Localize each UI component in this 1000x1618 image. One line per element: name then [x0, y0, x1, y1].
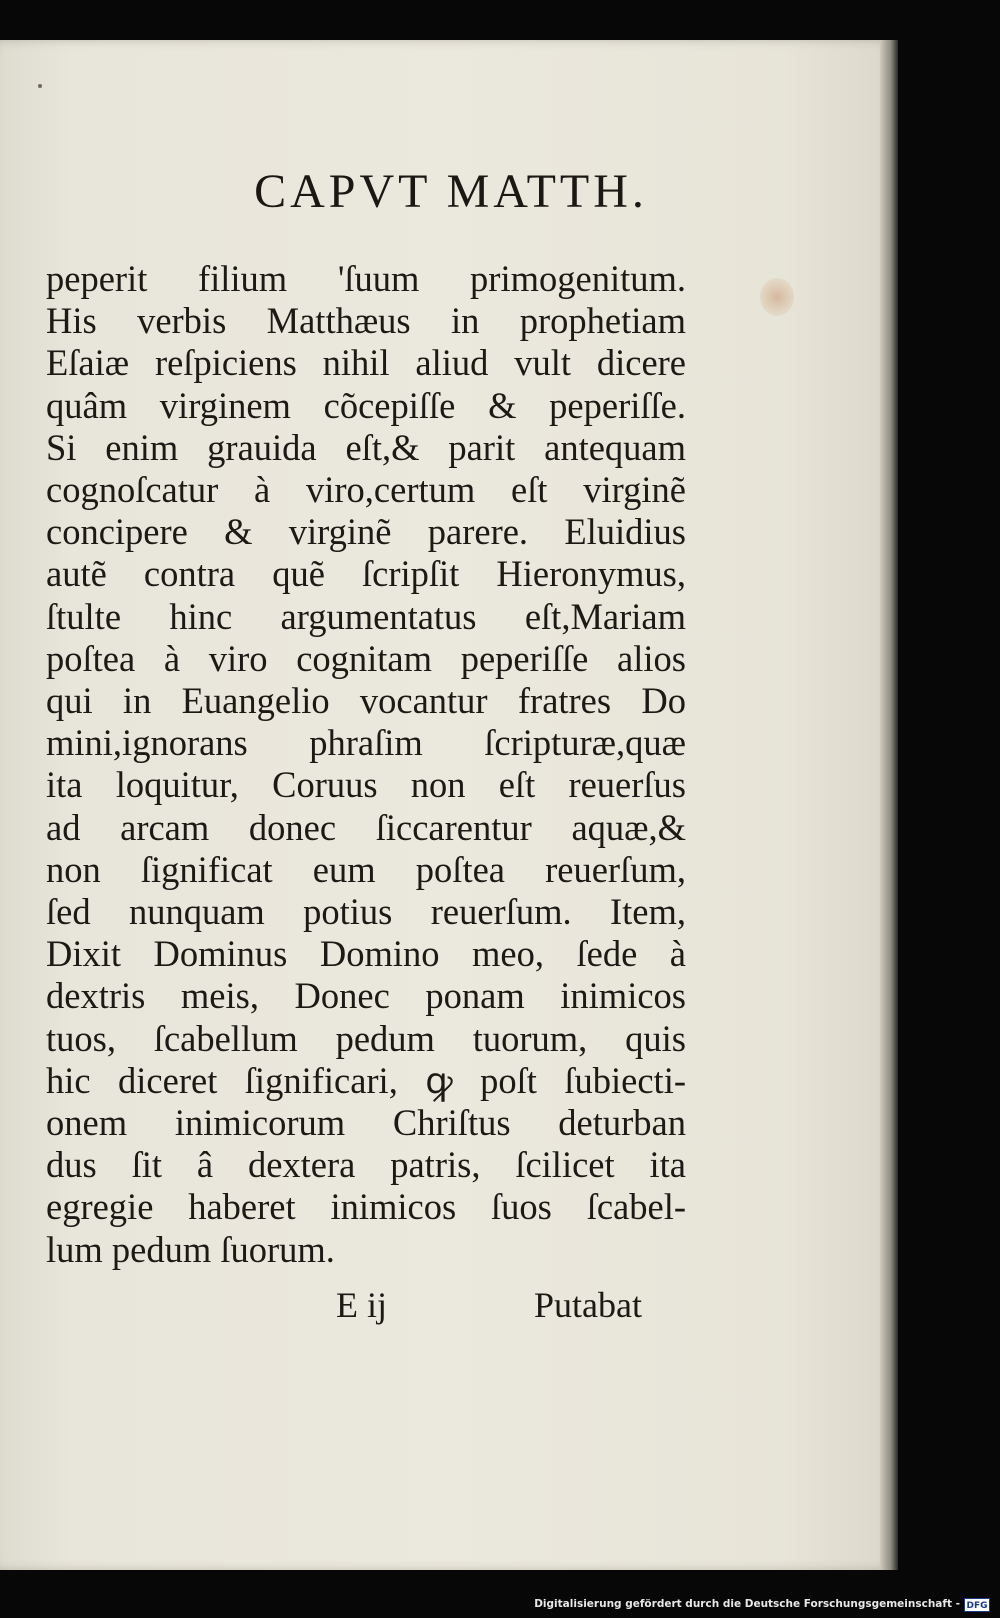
- text-line: poſtea à viro cognitam peperiſſe alios: [46, 637, 686, 679]
- running-head: CAPVT MATTH.: [254, 165, 648, 218]
- text-line: ad arcam donec ſiccarentur aquæ,&: [46, 806, 686, 848]
- text-line: ſtulte hinc argumentatus eſt,Mariam: [46, 595, 686, 637]
- ink-stain: [760, 278, 794, 316]
- text-line: quâm virginem cõcepiſſe & peperiſſe.: [46, 384, 686, 426]
- text-line: autẽ contra quẽ ſcripſit Hieronymus,: [46, 553, 686, 595]
- text-line: ſed nunquam potius reuerſum. Item,: [46, 891, 686, 933]
- text-line: Dixit Dominus Domino meo, ſede à: [46, 933, 686, 975]
- text-line: hic diceret ſignificari, ꝙ poſt ſubiecti-: [46, 1059, 686, 1101]
- text-line: cognoſcatur à viro,certum eſt virginẽ: [46, 469, 686, 511]
- text-line: mini,ignorans phraſim ſcripturæ,quæ: [46, 722, 686, 764]
- page-edge-shadow: [880, 40, 898, 1570]
- text-line: concipere & virginẽ parere. Eluidius: [46, 511, 686, 553]
- text-line: dus ſit â dextera patris, ſcilicet ita: [46, 1144, 686, 1186]
- text-line: lum pedum ſuorum.: [46, 1228, 335, 1270]
- text-line: ita loquitur, Coruus non eſt reuerſus: [46, 764, 686, 806]
- book-page: [0, 40, 892, 1570]
- page-speck: [38, 84, 42, 88]
- text-line: His verbis Matthæus in prophetiam: [46, 300, 686, 342]
- text-line: egregie haberet inimicos ſuos ſcabel-: [46, 1186, 686, 1228]
- text-line: qui in Euangelio vocantur fratres Do: [46, 680, 686, 722]
- text-line: tuos, ſcabellum pedum tuorum, quis: [46, 1017, 686, 1059]
- text-line: Si enim grauida eſt,& parit antequam: [46, 426, 686, 468]
- text-line: non ſignificat eum poſtea reuerſum,: [46, 848, 686, 890]
- catchword: Putabat: [534, 1285, 642, 1325]
- text-line: dextris meis, Donec ponam inimicos: [46, 975, 686, 1017]
- text-line: onem inimicorum Chriſtus deturban: [46, 1102, 686, 1144]
- dfg-logo: DFG: [964, 1598, 990, 1612]
- signature-mark: E ij: [336, 1285, 387, 1325]
- digitization-credit: Digitalisierung gefördert durch die Deutsche Forschungsgemeinschaft -: [534, 1598, 960, 1610]
- text-line: peperit filium 'ſuum primogenitum.: [46, 258, 686, 299]
- text-line: Eſaiæ reſpiciens nihil aliud vult dicere: [46, 342, 686, 384]
- body-text: [46, 258, 686, 1271]
